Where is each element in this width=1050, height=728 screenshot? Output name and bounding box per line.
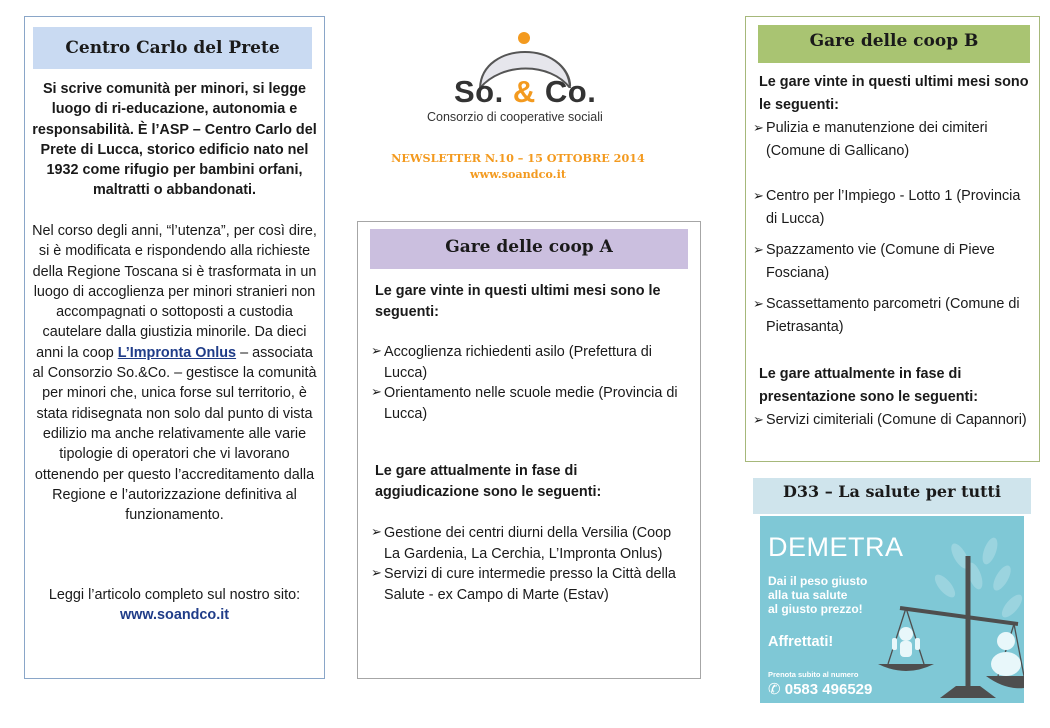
logo-brand-so: So. bbox=[454, 74, 504, 109]
ad-phone bbox=[768, 680, 872, 698]
list-item: ➢ Orientamento nelle scuole medie (Provincia di Lucca) bbox=[372, 383, 690, 424]
logo-brand-amp: & bbox=[512, 74, 536, 109]
phone-icon: ✆ bbox=[768, 681, 781, 698]
ad-brand: DEMETRA bbox=[768, 532, 904, 562]
coop-a-won-heading: Le gare vinte in questi ultimi mesi sono le seguenti: bbox=[375, 283, 661, 320]
coop-b-panel bbox=[745, 16, 1040, 462]
read-more bbox=[31, 585, 318, 626]
ad-phone-number: 0583 496529 bbox=[784, 681, 873, 698]
list-item: ➢ Spazzamento vie (Comune di Pieve Fosciana) bbox=[754, 239, 1034, 285]
demetra-ad[interactable] bbox=[760, 516, 1024, 703]
coop-b-pending-list bbox=[754, 409, 1034, 432]
ad-small-text: Prenota subito al numero bbox=[768, 670, 859, 679]
logo-brand bbox=[454, 74, 596, 110]
article-title: Centro Carlo del Prete bbox=[33, 27, 312, 69]
coop-a-panel bbox=[357, 221, 701, 679]
impronta-onlus-link[interactable]: L’Impronta Onlus bbox=[117, 344, 237, 361]
article-body bbox=[31, 221, 318, 525]
ad-cta: Affrettati! bbox=[768, 634, 834, 650]
list-item: ➢ Accoglienza richiedenti asilo (Prefettura di Lucca) bbox=[372, 342, 690, 383]
coop-a-won-list bbox=[372, 342, 690, 424]
article-body-part1: Nel corso degli anni, “l’utenza”, per così dire, si è modificata e rispondendo alla richieste della Regione Toscana si è trasformata in un luogo di accoglienza per minori stranieri non accompagnati o sottoposti a custodia cautelare dalla giustizia minorile. Da dieci anni la coop bbox=[32, 223, 317, 361]
coop-b-pending-heading: Le gare attualmente in fase di presentazione sono le seguenti: bbox=[759, 366, 979, 405]
list-item: ➢ Pulizia e manutenzione dei cimiteri (Comune di Gallicano) bbox=[754, 117, 1034, 163]
article-lead: Si scrive comunità per minori, si legge luogo di ri-educazione, autonomia e responsabilità. È l’ASP – Centro Carlo del Prete di Lucca, storico edificio nato nel 1932 come rifugio per bambini orfani, maltratti o abbandonati. bbox=[32, 81, 317, 199]
list-item: ➢ Servizi cimiteriali (Comune di Capannori) bbox=[754, 409, 1034, 432]
coop-a-pending-heading: Le gare attualmente in fase di aggiudicazione sono le seguenti: bbox=[375, 463, 602, 500]
newsletter-info bbox=[356, 150, 680, 182]
list-item: ➢ Gestione dei centri diurni della Versilia (Coop La Gardenia, La Cerchia, L’Impronta Onlus) bbox=[372, 523, 690, 564]
article-body-part2: – associata al Consorzio So.&Co. – gestisce la comunità per minori che, unica forse sul territorio, è stata ridisegnata non solo dal punto di vista edilizio ma anche relativamente alle varie tipologie di operatori che vi lavorano ottenendo per questo l’accreditamento dalla Regione e l’autorizzazione definitiva al funzionamento. bbox=[32, 344, 317, 524]
newsletter-issue: NEWSLETTER N.10 – 15 OTTOBRE 2014 bbox=[391, 151, 645, 165]
list-item: ➢ Scassettamento parcometri (Comune di Pietrasanta) bbox=[754, 293, 1034, 339]
coop-b-won-heading: Le gare vinte in questi ultimi mesi sono le seguenti: bbox=[759, 74, 1029, 113]
list-item: ➢ Servizi di cure intermedie presso la Città della Salute - ex Campo di Marte (Estav) bbox=[372, 564, 690, 605]
coop-b-title: Gare delle coop B bbox=[758, 25, 1030, 63]
soandco-logo bbox=[420, 18, 630, 130]
website-link[interactable]: www.soandco.it bbox=[119, 607, 229, 624]
logo-brand-co: Co. bbox=[544, 74, 597, 109]
coop-a-title: Gare delle coop A bbox=[370, 229, 688, 269]
d33-title: D33 – La salute per tutti bbox=[753, 478, 1031, 514]
coop-a-pending-list bbox=[372, 523, 690, 605]
read-more-text: Leggi l’articolo completo sul nostro sito: bbox=[48, 587, 301, 603]
list-item: ➢ Centro per l’Impiego - Lotto 1 (Provincia di Lucca) bbox=[754, 185, 1034, 231]
newsletter-site[interactable]: www.soandco.it bbox=[469, 167, 566, 181]
article-panel-centro-carlo bbox=[24, 16, 325, 679]
logo-tagline: Consorzio di cooperative sociali bbox=[427, 110, 603, 124]
coop-b-won-list bbox=[754, 117, 1034, 339]
ad-claim: Dai il peso giusto alla tua salute al giusto prezzo! bbox=[768, 574, 868, 616]
